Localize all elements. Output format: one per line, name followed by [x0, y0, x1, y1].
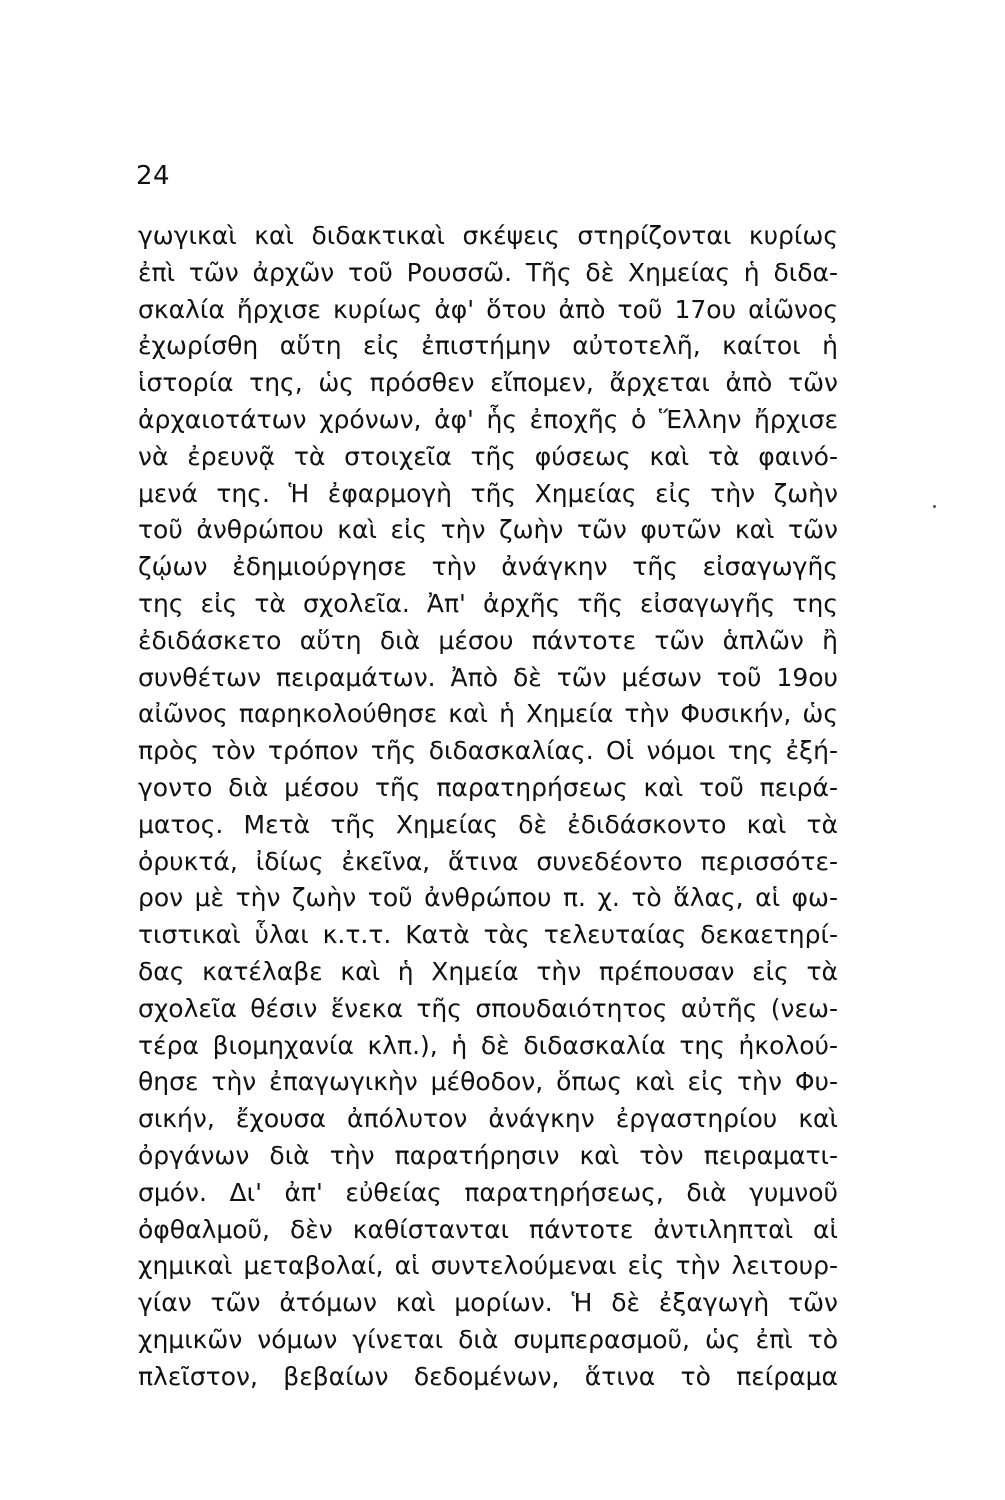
text-line: σκαλία ἤρχισε κυρίως ἀφ' ὅτου ἀπὸ τοῦ 17ου αἰῶνος: [138, 294, 838, 324]
text-line: ἀρχαιοτάτων χρόνων, ἀφ' ἧς ἐποχῆς ὁ Ἕλλην ἤρχισε: [138, 404, 838, 434]
text-line: ρον μὲ τὴν ζωὴν τοῦ ἀνθρώπου π. χ. τὸ ἅλας, αἱ φω-: [138, 883, 838, 913]
text-line: ἐδιδάσκετο αὕτη διὰ μέσου πάντοτε τῶν ἁπλῶν ἢ: [138, 625, 838, 655]
text-line: σμόν. Δι' ἀπ' εὐθείας παρατηρήσεως, διὰ γυμνοῦ: [138, 1177, 838, 1207]
text-line: της εἰς τὰ σχολεῖα. Ἀπ' ἀρχῆς τῆς εἰσαγωγῆς της: [138, 588, 838, 618]
text-line: ὀφθαλμοῦ, δὲν καθίστανται πάντοτε ἀντιληπταὶ αἱ: [138, 1214, 838, 1244]
text-line: ματος. Μετὰ τῆς Χημείας δὲ ἐδιδάσκοντο καὶ τὰ: [138, 809, 838, 839]
text-line: χημικαὶ μεταβολαί, αἱ συντελούμεναι εἰς τὴν λειτουρ-: [138, 1251, 838, 1281]
text-line: γοντο διὰ μέσου τῆς παρατηρήσεως καὶ τοῦ πειρά-: [138, 772, 838, 802]
text-line: αἰῶνος παρηκολούθησε καὶ ἡ Χημεία τὴν Φυσικήν, ὡς: [138, 699, 838, 729]
text-line: σικήν, ἔχουσα ἀπόλυτον ἀνάγκην ἐργαστηρίου καὶ: [138, 1104, 838, 1134]
text-line: πλεῖστον, βεβαίων δεδομένων, ἅτινα τὸ πείραμα: [138, 1361, 838, 1391]
text-line: δας κατέλαβε καὶ ἡ Χημεία τὴν πρέπουσαν εἰς τὰ: [138, 956, 838, 986]
text-line: συνθέτων πειραμάτων. Ἀπὸ δὲ τῶν μέσων τοῦ 19ου: [138, 662, 838, 692]
paper-speck: [933, 505, 936, 508]
text-line: γωγικαὶ καὶ διδακτικαὶ σκέψεις στηρίζονται κυρίως: [138, 221, 838, 250]
text-line: τιστικαὶ ὗλαι κ.τ.τ. Κατὰ τὰς τελευταίας δεκαετηρί-: [138, 920, 838, 950]
text-line: σχολεῖα θέσιν ἕνεκα τῆς σπουδαιότητος αὐτῆς (νεω-: [138, 993, 838, 1023]
text-line: τοῦ ἀνθρώπου καὶ εἰς τὴν ζωὴν τῶν φυτῶν καὶ τῶν: [138, 515, 838, 545]
page-number: 24: [136, 161, 171, 191]
text-line: ἐπὶ τῶν ἀρχῶν τοῦ Ρουσσῶ. Τῆς δὲ Χημείας ἡ διδα-: [138, 257, 838, 287]
text-line: ἐχωρίσθη αὕτη εἰς ἐπιστήμην αὐτοτελῆ, καίτοι ἡ: [138, 331, 838, 361]
body-text: [138, 218, 838, 1396]
text-line: τέρα βιομηχανία κλπ.), ἡ δὲ διδασκαλία της ἠκολού-: [138, 1030, 838, 1060]
text-line: ὀρυκτά, ἰδίως ἐκεῖνα, ἅτινα συνεδέοντο περισσότε-: [138, 846, 838, 876]
text-line: θησε τὴν ἐπαγωγικὴν μέθοδον, ὅπως καὶ εἰς τὴν Φυ-: [138, 1067, 838, 1097]
text-line: γίαν τῶν ἀτόμων καὶ μορίων. Ἡ δὲ ἐξαγωγὴ τῶν: [138, 1288, 838, 1318]
text-line: πρὸς τὸν τρόπον τῆς διδασκαλίας. Οἱ νόμοι της ἐξή-: [138, 736, 838, 766]
text-line: νὰ ἐρευνᾷ τὰ στοιχεῖα τῆς φύσεως καὶ τὰ φαινό-: [138, 441, 838, 471]
text-line: ὀργάνων διὰ τὴν παρατήρησιν καὶ τὸν πειραματι-: [138, 1140, 838, 1170]
text-line: χημικῶν νόμων γίνεται διὰ συμπερασμοῦ, ὡς ἐπὶ τὸ: [138, 1324, 838, 1354]
text-line: ζῴων ἐδημιούργησε τὴν ἀνάγκην τῆς εἰσαγωγῆς: [138, 552, 838, 582]
text-line: μενά της. Ἡ ἐφαρμογὴ τῆς Χημείας εἰς τὴν ζωὴν: [138, 478, 838, 508]
text-line: ἱστορία της, ὡς πρόσθεν εἴπομεν, ἄρχεται ἀπὸ τῶν: [138, 368, 838, 398]
